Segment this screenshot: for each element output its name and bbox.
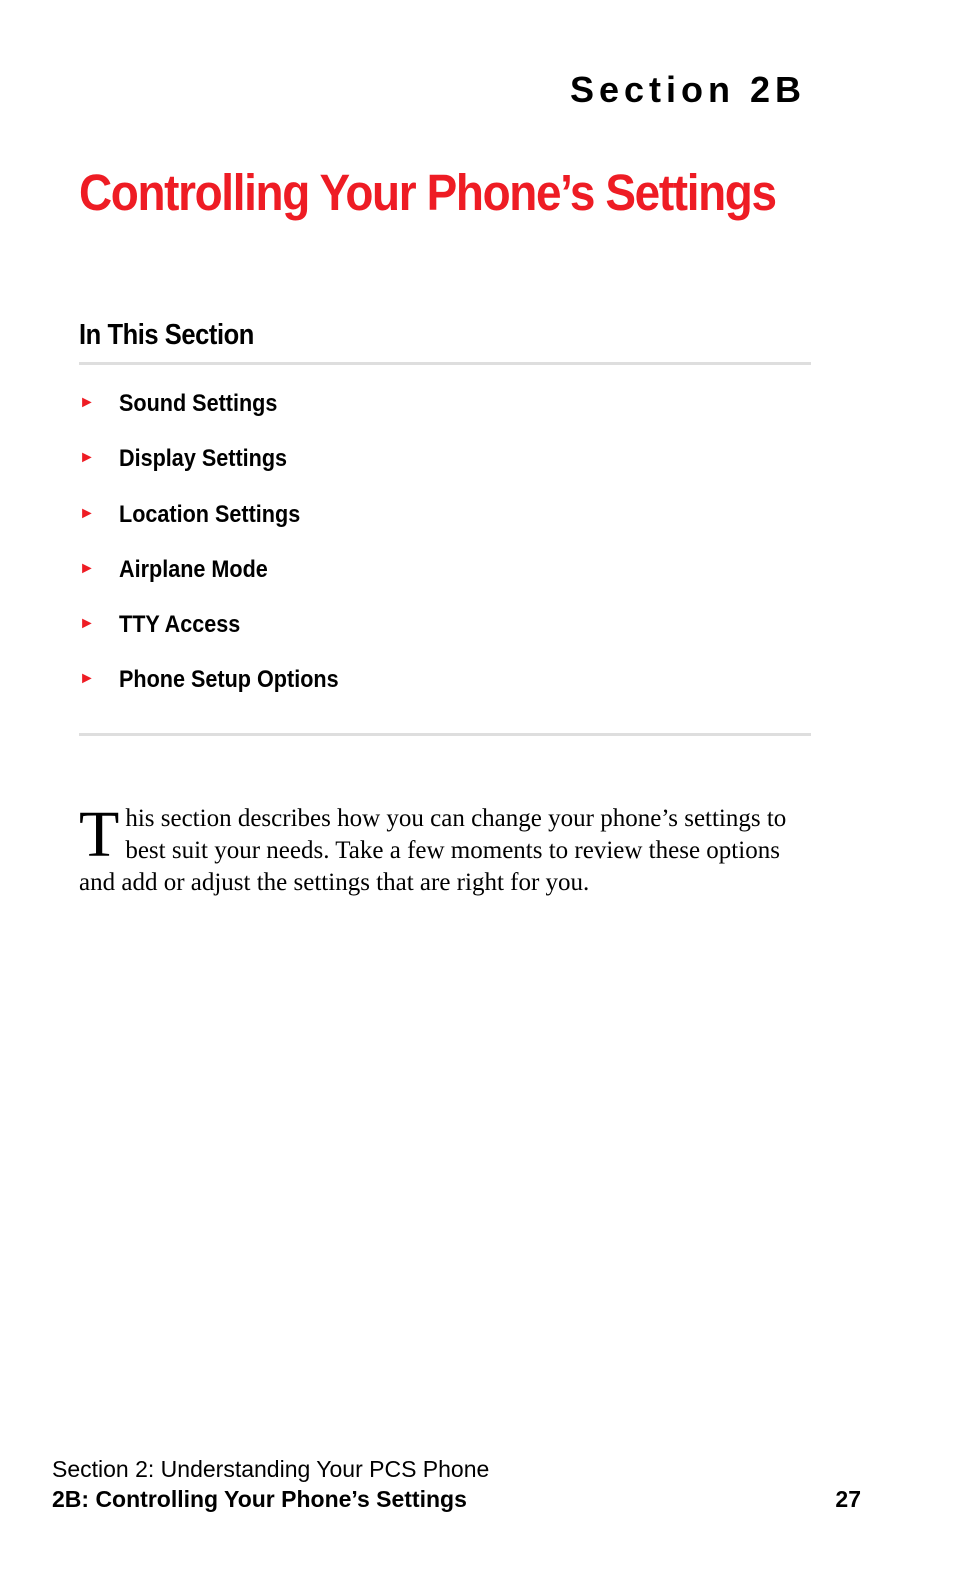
toc-item-airplane-mode[interactable] [79,550,363,605]
page-number: 27 [835,1486,861,1512]
section-label: Section 2B [569,69,806,110]
toc-item-label: Phone Setup Options [119,666,339,694]
bullet-arrow-icon: ► [79,670,95,688]
bullet-arrow-icon: ► [79,559,95,577]
footer-chapter-title: 2B: Controlling Your Phone’s Settings [52,1486,467,1512]
toc-item-location-settings[interactable] [79,495,363,550]
bullet-arrow-icon: ► [79,615,95,633]
toc-item-label: Sound Settings [119,390,278,417]
page-title: Controlling Your Phone’s Settings [79,164,776,221]
toc-item-label: TTY Access [119,611,241,639]
intro-text: his section describes how you can change your phone’s settings to best suit your needs. Take a few moments to review these options and add or adjust the settings that are right for you. [79,805,787,896]
toc-item-display-settings[interactable] [79,439,363,494]
footer-section-title: Section 2: Understanding Your PCS Phone [52,1456,490,1482]
bullet-arrow-icon: ► [79,449,95,467]
divider-top [79,362,811,365]
toc-heading: In This Section [79,319,254,351]
toc-list [79,384,363,716]
toc-item-tty-access[interactable] [79,605,363,660]
toc-item-sound-settings[interactable] [79,384,363,439]
toc-item-label: Display Settings [119,445,288,473]
toc-item-phone-setup-options[interactable] [79,660,363,715]
bullet-arrow-icon: ► [79,504,95,522]
toc-item-label: Location Settings [119,500,301,528]
intro-paragraph [79,798,811,899]
toc-item-label: Airplane Mode [119,555,268,583]
drop-cap: T [79,798,120,871]
divider-bottom [79,733,811,736]
bullet-arrow-icon: ► [79,394,95,411]
